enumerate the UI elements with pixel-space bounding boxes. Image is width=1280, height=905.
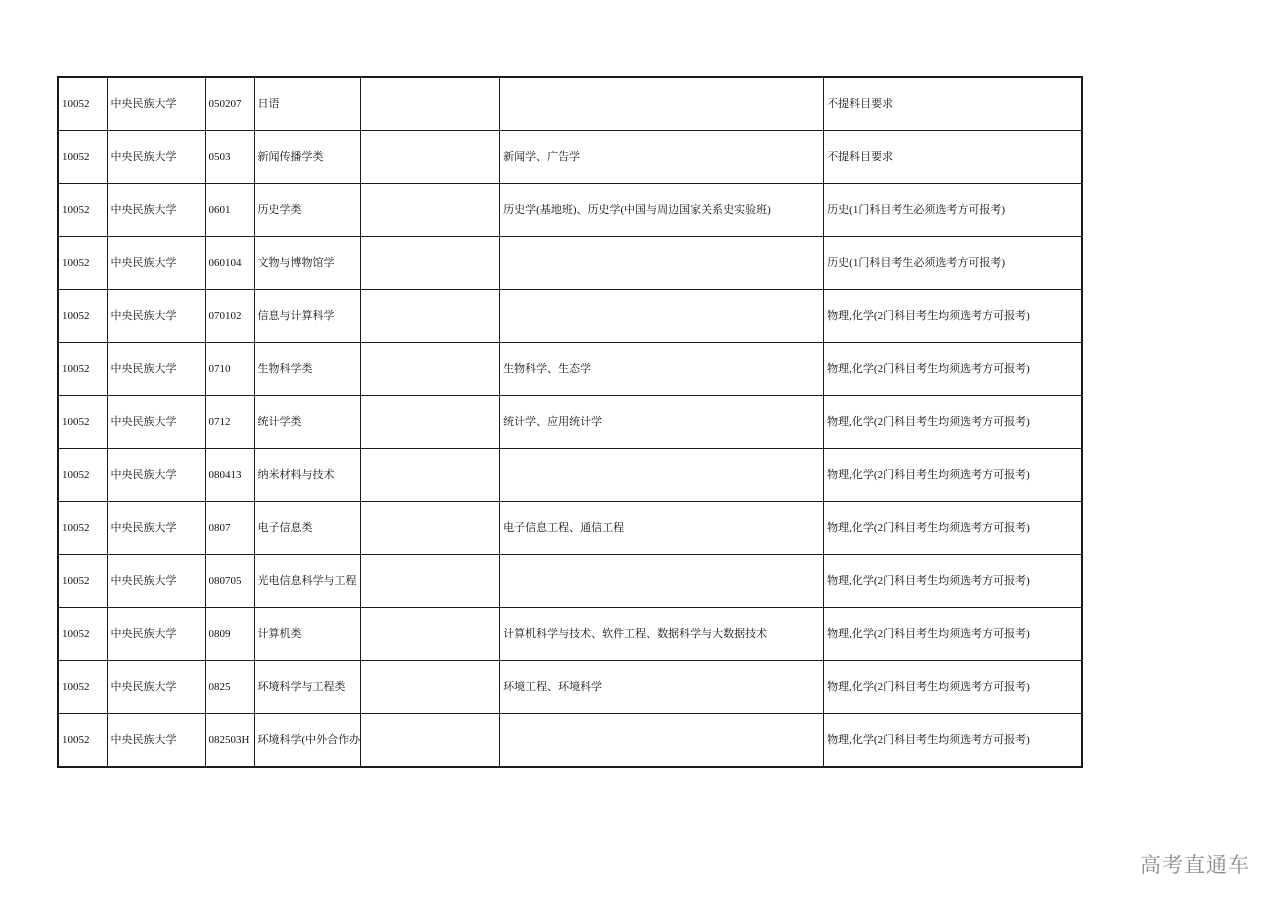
major-code-cell: 0712 [205, 396, 254, 449]
subject-requirement-cell: 物理,化学(2门科目考生均须选考方可报考) [824, 290, 1082, 343]
major-code-cell: 080413 [205, 449, 254, 502]
school-code-cell: 10052 [58, 714, 107, 768]
school-code-cell: 10052 [58, 661, 107, 714]
note-cell [361, 184, 500, 237]
subject-requirement-cell: 历史(1门科目考生必须选考方可报考) [824, 184, 1082, 237]
school-name-cell: 中央民族大学 [107, 131, 205, 184]
watermark-text: 高考直通车 [1140, 853, 1250, 877]
included-majors-cell [500, 449, 824, 502]
table-row [58, 184, 1082, 237]
subject-requirement-cell: 物理,化学(2门科目考生均须选考方可报考) [824, 396, 1082, 449]
school-code-cell: 10052 [58, 502, 107, 555]
note-cell [361, 661, 500, 714]
included-majors-cell [500, 237, 824, 290]
school-code-cell: 10052 [58, 131, 107, 184]
table-row [58, 290, 1082, 343]
table-row [58, 661, 1082, 714]
table-row [58, 714, 1082, 768]
major-name-cell: 生物科学类 [254, 343, 361, 396]
school-code-cell: 10052 [58, 290, 107, 343]
school-code-cell: 10052 [58, 555, 107, 608]
subject-requirement-cell: 物理,化学(2门科目考生均须选考方可报考) [824, 555, 1082, 608]
major-code-cell: 0503 [205, 131, 254, 184]
subject-requirement-cell: 不提科目要求 [824, 77, 1082, 131]
note-cell [361, 237, 500, 290]
major-code-cell: 070102 [205, 290, 254, 343]
included-majors-cell: 电子信息工程、通信工程 [500, 502, 824, 555]
major-name-cell: 信息与计算科学 [254, 290, 361, 343]
school-code-cell: 10052 [58, 449, 107, 502]
note-cell [361, 714, 500, 768]
subject-requirement-cell: 物理,化学(2门科目考生均须选考方可报考) [824, 449, 1082, 502]
table-row [58, 608, 1082, 661]
included-majors-cell: 环境工程、环境科学 [500, 661, 824, 714]
major-name-cell: 历史学类 [254, 184, 361, 237]
school-name-cell: 中央民族大学 [107, 502, 205, 555]
included-majors-cell [500, 555, 824, 608]
subject-requirement-cell: 物理,化学(2门科目考生均须选考方可报考) [824, 714, 1082, 768]
major-name-cell: 文物与博物馆学 [254, 237, 361, 290]
table-row [58, 396, 1082, 449]
table-row [58, 343, 1082, 396]
major-code-cell: 050207 [205, 77, 254, 131]
note-cell [361, 449, 500, 502]
school-name-cell: 中央民族大学 [107, 343, 205, 396]
major-code-cell: 082503H [205, 714, 254, 768]
major-code-cell: 0710 [205, 343, 254, 396]
included-majors-cell: 计算机科学与技术、软件工程、数据科学与大数据技术 [500, 608, 824, 661]
included-majors-cell [500, 290, 824, 343]
major-name-cell: 日语 [254, 77, 361, 131]
subject-requirement-cell: 物理,化学(2门科目考生均须选考方可报考) [824, 608, 1082, 661]
major-code-cell: 0601 [205, 184, 254, 237]
table-row [58, 449, 1082, 502]
major-name-cell: 计算机类 [254, 608, 361, 661]
school-code-cell: 10052 [58, 184, 107, 237]
table-row [58, 237, 1082, 290]
subject-requirement-cell: 物理,化学(2门科目考生均须选考方可报考) [824, 502, 1082, 555]
subject-requirement-cell: 不提科目要求 [824, 131, 1082, 184]
school-code-cell: 10052 [58, 396, 107, 449]
school-name-cell: 中央民族大学 [107, 661, 205, 714]
major-code-cell: 0825 [205, 661, 254, 714]
major-code-cell: 060104 [205, 237, 254, 290]
major-code-cell: 080705 [205, 555, 254, 608]
included-majors-cell [500, 714, 824, 768]
note-cell [361, 555, 500, 608]
major-name-cell: 光电信息科学与工程 [254, 555, 361, 608]
school-name-cell: 中央民族大学 [107, 77, 205, 131]
table-row [58, 77, 1082, 131]
included-majors-cell: 新闻学、广告学 [500, 131, 824, 184]
school-name-cell: 中央民族大学 [107, 396, 205, 449]
school-name-cell: 中央民族大学 [107, 714, 205, 768]
subject-requirement-cell: 物理,化学(2门科目考生均须选考方可报考) [824, 343, 1082, 396]
subject-requirement-cell: 历史(1门科目考生必须选考方可报考) [824, 237, 1082, 290]
major-name-cell: 环境科学(中外合作办 [254, 714, 361, 768]
table-row [58, 131, 1082, 184]
major-name-cell: 纳米材料与技术 [254, 449, 361, 502]
school-code-cell: 10052 [58, 237, 107, 290]
school-code-cell: 10052 [58, 343, 107, 396]
major-name-cell: 新闻传播学类 [254, 131, 361, 184]
table-row [58, 502, 1082, 555]
note-cell [361, 131, 500, 184]
subject-requirement-cell: 物理,化学(2门科目考生均须选考方可报考) [824, 661, 1082, 714]
note-cell [361, 290, 500, 343]
school-name-cell: 中央民族大学 [107, 608, 205, 661]
note-cell [361, 396, 500, 449]
school-name-cell: 中央民族大学 [107, 290, 205, 343]
included-majors-cell [500, 77, 824, 131]
major-name-cell: 电子信息类 [254, 502, 361, 555]
school-code-cell: 10052 [58, 77, 107, 131]
table-body [58, 77, 1082, 767]
table-row [58, 555, 1082, 608]
note-cell [361, 502, 500, 555]
note-cell [361, 77, 500, 131]
major-name-cell: 环境科学与工程类 [254, 661, 361, 714]
school-name-cell: 中央民族大学 [107, 237, 205, 290]
school-name-cell: 中央民族大学 [107, 555, 205, 608]
school-name-cell: 中央民族大学 [107, 449, 205, 502]
included-majors-cell: 生物科学、生态学 [500, 343, 824, 396]
note-cell [361, 608, 500, 661]
school-name-cell: 中央民族大学 [107, 184, 205, 237]
included-majors-cell: 历史学(基地班)、历史学(中国与周边国家关系史实验班) [500, 184, 824, 237]
major-code-cell: 0807 [205, 502, 254, 555]
major-code-cell: 0809 [205, 608, 254, 661]
requirements-table [57, 76, 1083, 768]
included-majors-cell: 统计学、应用统计学 [500, 396, 824, 449]
school-code-cell: 10052 [58, 608, 107, 661]
major-name-cell: 统计学类 [254, 396, 361, 449]
note-cell [361, 343, 500, 396]
